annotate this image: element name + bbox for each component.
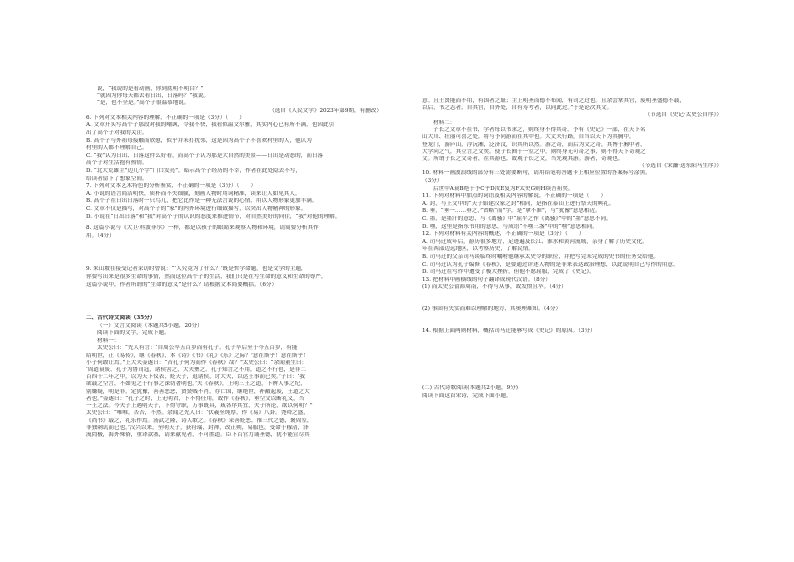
classical2-source: （节选自《宋濂·送东阳马生序》） bbox=[639, 163, 722, 170]
classical-text-line: 《尚书》载之，礼乐作焉。汤武之隆，诗人歌之。《春秋》采善贬恶，推三代之德，褒周室， bbox=[86, 417, 313, 424]
classical-text-line: ‘周道衰废，孔子为鲁司寇，诸侯害之，大夫壅之。孔子知言之不用，道之不行也，是非二 bbox=[86, 367, 306, 374]
question-9-stem: 9. 朱山坡在接受记者采访时曾说：“‘人究竟为了什么？’既是哲学命题，也是文学的主题， bbox=[86, 266, 307, 273]
question-11-option-d: D. 嘿，这里是指东书用的意思，与成语“不嘿三盏”中的“嘿”意思相同。 bbox=[422, 223, 598, 230]
right-column bbox=[422, 98, 722, 400]
classical-text-line: 流罔极，海外殊俗，重译款塞，请来献见者，不可胜道。臣下百官力诵圣德，犹不能宣尽其 bbox=[86, 431, 310, 438]
question-12-stem: 12. 下列对材料有关内容的概述，不正确的一项是（3分）（ ） bbox=[422, 231, 585, 238]
classical2-line: 子长之文章不在书，学者每以书求之，则终身不得其奇。予有《史记》一部，在天下名 bbox=[433, 127, 646, 134]
question-9-stem-cont: 你要写出来是很多生命的事情，然而这位高个子的生活，我们只是在写生命的意义和生命的尊严， bbox=[86, 273, 327, 280]
question-10-stem: 10. 材料一画波浪线的部分有三处需要断句，请用铅笔将答题卡上相应位置的答案标号涂黑。 bbox=[422, 170, 651, 177]
passage-source: （选自《人民文学》2023年第9期，有删改） bbox=[269, 107, 382, 114]
question-12-option-a: A. 司马迁成年后，游历很多地方，足迹遍及长江、淮水和黄河流域，亲身了解了历史文化。 bbox=[422, 238, 648, 245]
classical-text-line: 意。且士贤能而不用，有国者之耻；主上明圣而德不布闻，有司之过也。且余尝掌其官，废明圣盛德不载， bbox=[422, 98, 685, 104]
classical2-line: 登龙门，游庐山，浮沅湘，泛济汶，识其所以然。游之奇，而后为文之奇，其博于胸中者， bbox=[422, 141, 646, 148]
classical-text-line: 小子何敢让焉。”上大夫壶遂曰：“昔孔子何为而作《春秋》哉？”太史公曰：“余闻董生曰： bbox=[86, 359, 308, 366]
reading-instruction: 阅读下面的文字，完成下题。 bbox=[97, 330, 170, 337]
question-7-option-d: D. 小说在“日出日落”和“我”对高个子的认识的态度来推进情节，对自然美好的向往，“我”对他的理解。 bbox=[86, 213, 341, 220]
classical-text-line: 一王之法。今夫子上遇明天子，下得守职，万事既具，咸各序其宜，夫子所论，欲以何明？” bbox=[86, 403, 313, 410]
question-6-option-d: D. “北大荒雄主”边几个字“门口发亮”，暗示高个子经历的不幸，作者在此处隐去不写， bbox=[86, 167, 302, 174]
question-11-option-b: B. 垂，“垂一……垂之，”省略“而”字，是“拿不准”，与“犹豫”意思相近。 bbox=[422, 208, 601, 215]
question-6-option-c-cont: 高个子对生活抱有热情。 bbox=[86, 160, 148, 167]
subsection-2-heading: (二) 古代诗歌阅读(本题共2小题，9分) bbox=[422, 385, 518, 392]
passage-line: “是，也不全是。”高个子很温恭地说。 bbox=[97, 100, 190, 107]
question-8-stem-cont: 用。（4分） bbox=[86, 232, 115, 239]
classical-text-line: 者也。”壶遂曰：“孔子之时，上无明君，下不得任用，故作《春秋》，垂空文以断礼义，当 bbox=[86, 395, 305, 402]
question-6-option-d-cont: 给读者留下了想象空间。 bbox=[86, 175, 148, 182]
question-12-option-a-cont: 年在西部边远地区，以考察历史，了解民情。 bbox=[422, 246, 534, 253]
classical-text-line: 别嫌疑，明是非，定犹豫，善善恶恶，贤贤贱不肖，存亡国，继绝世，补敝起废，王道之大 bbox=[86, 388, 310, 395]
classical-text-line: 以后，书之志者，自其宫，自外处，自有寿考者，以同此过。”于是论次其文。 bbox=[422, 105, 613, 112]
classical-text-line: 非独刺讥而已也。’汉兴以来，至明天子，获符瑞，封禅，改正朔，易服色，受命于穆清，泽 bbox=[86, 424, 309, 431]
question-9-stem-cont: 这篇小说中，作者所谓的“生命的意义”是什么？请根据文本简要概括。（6分） bbox=[86, 281, 278, 288]
classical2-line: 山大川、壮丽可喜之处，将与予同游而在其中也。大丈夫行路，自当以天下为其胸中， bbox=[422, 134, 635, 141]
question-13-part-1: (1) 而太史公留滞周南，不得与从事，故发愤且卒。（4分） bbox=[422, 284, 567, 291]
question-11-option-c: C. 墨，是墨汁的意思，与《离骚》中“屈平之作《离骚》”中的“墨”意思不同。 bbox=[422, 215, 612, 222]
question-7-option-b: B. 高个子在日出日落时一只鸟儿，把它比作是一种无法言说的心情，用以人物形象更加丰满。 bbox=[86, 198, 318, 205]
passage-line: 说，“我说的是看动画，你到底明不明白？” bbox=[97, 86, 204, 92]
question-11-stem: 11. 下列对材料中加点的词语及相关内容的解说，不正确的一项是（ ） bbox=[422, 193, 607, 200]
classical-text-line: 太史公曰：“唯唯，否否，不然。余闻之先人曰：‘伏羲至纯厚，作《易》八卦。尧舜之盛， bbox=[86, 410, 309, 417]
passage-line: “就因为你每天都去看日出，日落吗？”我说。 bbox=[97, 93, 210, 100]
question-6-option-b-cont: 村里的人都不理解自己。 bbox=[86, 145, 148, 152]
classical-text-line: 欲载之空言，不如见之于行事之深切著明也。’夫《春秋》，上明三王之道，下辨人事之纪， bbox=[86, 381, 306, 388]
question-13-part-2: (2) 事固有失实而难以理解的地方，其奥理难知。（4分） bbox=[422, 305, 562, 312]
question-6-option-c: C. “我”认为日出、日落这件么好看，而高个子认为那是大自然的美景——日出是动态的，而日落 bbox=[86, 152, 324, 159]
question-11-option-a: A. 封，与上文中的“天子始建汉家之封”相同，是指在泰山上进行祭天的典礼。 bbox=[422, 200, 615, 207]
question-12-option-b: B. 司马迁的父亲司马谈临终时嘱咐他继承太史令的职位，并把写完未完成的史书的任务交给他。 bbox=[422, 253, 660, 260]
classical2-line: 大学问之气，其立言之文矣。使子长囿于一室之中，则终身无可奇之事，则不得天下奇观之 bbox=[422, 148, 646, 155]
classical-text-line: 百四十二年之中，以为天下仪表，贬天子，退诸侯，讨大夫，以达王事而已矣。’子曰：‘我 bbox=[86, 374, 305, 381]
question-13-stem: 13. 把材料中画横线的句子翻译成现代汉语。（8分） bbox=[422, 276, 551, 283]
poem-instruction: 阅读下面这首宋诗，完成下面小题。 bbox=[422, 392, 512, 399]
question-14-stem: 14. 根据上面两则材料，概括司马迁能够写成《史记》的原因。（3分） bbox=[422, 327, 596, 334]
question-12-option-c: C. 司马迁认为孔子编修《春秋》，是要通过评述人物的是非来表达政治理想，以此说明自己写作的用意。 bbox=[422, 261, 679, 268]
question-8-stem: 8. 这篇小说与《大卫·科波菲尔》一样，都是以孩子的眼睛来观察人物和环境，请简要分析其作 bbox=[86, 225, 319, 232]
classical2-line: 文。所谓子长之文奇者，在其游也。故观子长之文，当先观其游。游者，奇观也。 bbox=[422, 156, 624, 163]
classical-text-line: 太史公曰：“先人有言：‘自周公卒五百岁而有孔子。孔子卒后至于今五百岁，有能 bbox=[97, 345, 298, 352]
question-7-option-c: C. 文章不仅是描写，对高个子的“家”的内外环境进行细致描写，以突出人物精神的形象。 bbox=[86, 205, 307, 212]
subsection-1-heading: （一）文言文阅读（本题共5小题，20分） bbox=[97, 322, 203, 329]
material-2-label: 材料二： bbox=[433, 119, 456, 126]
left-column bbox=[86, 86, 382, 439]
question-6-option-a-cont: 出了高个子对我的关注。 bbox=[86, 130, 148, 136]
material-1-label: 材料一： bbox=[97, 337, 120, 344]
section-2-heading: 二、古代诗文阅读（35分） bbox=[86, 315, 156, 322]
question-10-sentence: 后世中A衰B绝于予C乎D汝E复为F太史G则H续吾祖矣。 bbox=[433, 185, 574, 192]
question-7-option-a: A. 小说的语言简洁明快，质朴而不失细腻，刻画人物时用词精准，读来让人如见其人。 bbox=[86, 190, 301, 197]
classical-text-line: 绍明世，正《易传》，继《春秋》，本《诗》《书》《礼》《乐》之际？’意在斯乎！意在斯乎！ bbox=[86, 352, 309, 359]
question-12-option-d: D. 司马迁在写作中遭受了极大挫折，但他不愿屈服，完成了《史记》。 bbox=[422, 269, 595, 276]
question-7-stem: 7. 下列对文本艺术特色的分析鉴赏，不正确的一项是（3分）（ ） bbox=[86, 183, 257, 190]
question-6-option-a: A. 文章开头写高个子那段对我的嘲讽，令我不快，我看似温文尔雅，其实内心已有所不满，也因此引 bbox=[86, 122, 335, 129]
question-6-stem: 6. 下列对文本相关内容的理解，不正确的一项是（3分）（ ） bbox=[86, 114, 245, 121]
question-6-option-b: B. 高个子与外祖母接触而欣慰，似乎并未打扰邻，这是因为高个子不喜欢村里的人，他认为 bbox=[86, 137, 312, 144]
classical-source: （节选自《史记·太史公自序》） bbox=[644, 112, 722, 119]
question-10-score: （3分） bbox=[422, 178, 443, 185]
